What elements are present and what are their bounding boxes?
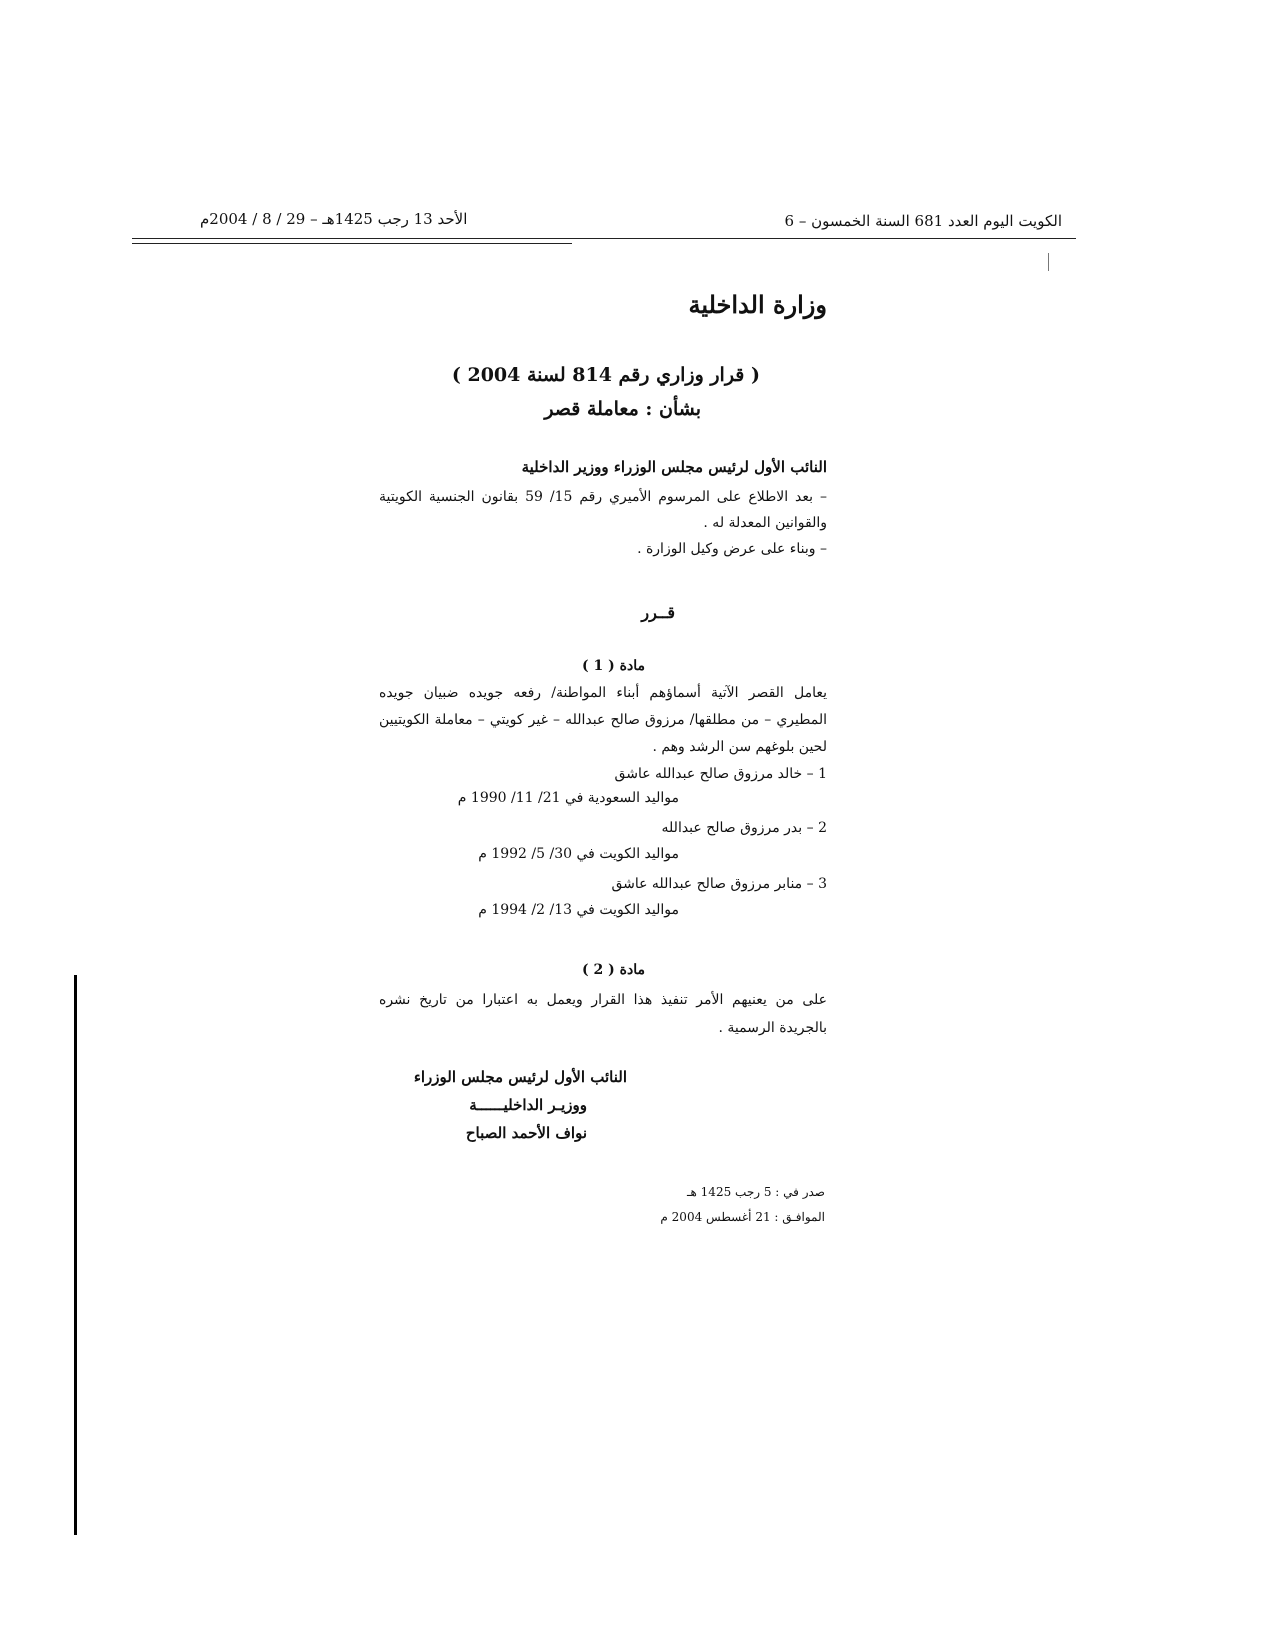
preamble-clause: – بعد الاطلاع على المرسوم الأميري رقم 15/ 59 بقانون الجنسية الكويتية والقوانين المعدلة له . [379, 489, 827, 531]
article-1-heading: مادة ( 1 ) [582, 658, 645, 674]
ministry-title: وزارة الداخلية [688, 290, 827, 319]
article-1-text: يعامل القصر الآتية أسماؤهم أبناء المواطنة/ رفعه جويده ضبيان جويده المطيري – من مطلقها/ مرزوق صالح عبدالله – غير كويتي – معاملة الكويتيين لحين بلوغهم سن الرشد وهم . [379, 685, 827, 755]
issuer-title: النائب الأول لرئيس مجلس الوزراء ووزير الداخلية [521, 458, 827, 476]
header-date: الأحد 13 رجب 1425هـ – 29 / 8 / 2004م [200, 210, 468, 228]
article-2-body [379, 986, 827, 1042]
scan-margin-bar [74, 975, 77, 1535]
decision-title: ( قرار وزاري رقم 814 لسنة 2004 ) [451, 364, 760, 386]
preamble-clause: – وبناء على عرض وكيل الوزارة . [637, 541, 827, 557]
list-item-birth: مواليد الكويت في 30/ 5/ 1992 م [478, 846, 679, 862]
list-item: 3 – منابر مرزوق صالح عبدالله عاشق [611, 876, 827, 892]
article-1-body [379, 680, 827, 761]
signature-name: نواف الأحمد الصباح [465, 1124, 587, 1142]
list-item-birth: مواليد الكويت في 13/ 2/ 1994 م [478, 902, 679, 918]
decided-heading: قــرر [641, 603, 675, 622]
header-rule [132, 238, 1076, 239]
margin-tick [1048, 253, 1049, 271]
article-2-text: على من يعنيهم الأمر تنفيذ هذا القرار ويعمل به اعتبارا من تاريخ نشره بالجريدة الرسمية . [379, 992, 827, 1036]
article-2-heading: مادة ( 2 ) [582, 962, 645, 978]
header-issue-info: الكويت اليوم العدد 681 السنة الخمسون – 6 [784, 212, 1062, 230]
corresponding-date: الموافـق : 21 أغسطس 2004 م [660, 1210, 825, 1224]
list-item-birth: مواليد السعودية في 21/ 11/ 1990 م [457, 790, 679, 806]
preamble [379, 484, 827, 562]
issued-date: صدر في : 5 رجب 1425 هـ [687, 1185, 825, 1199]
signature-title: النائب الأول لرئيس مجلس الوزراء [413, 1068, 627, 1086]
header-rule-short [132, 243, 572, 244]
signature-office: ووزيـر الداخليــــــة [469, 1096, 587, 1114]
list-item: 2 – بدر مرزوق صالح عبدالله [661, 820, 827, 836]
list-item: 1 – خالد مرزوق صالح عبدالله عاشق [614, 766, 827, 782]
decision-subject: بشأن : معاملة قصر [544, 398, 701, 420]
